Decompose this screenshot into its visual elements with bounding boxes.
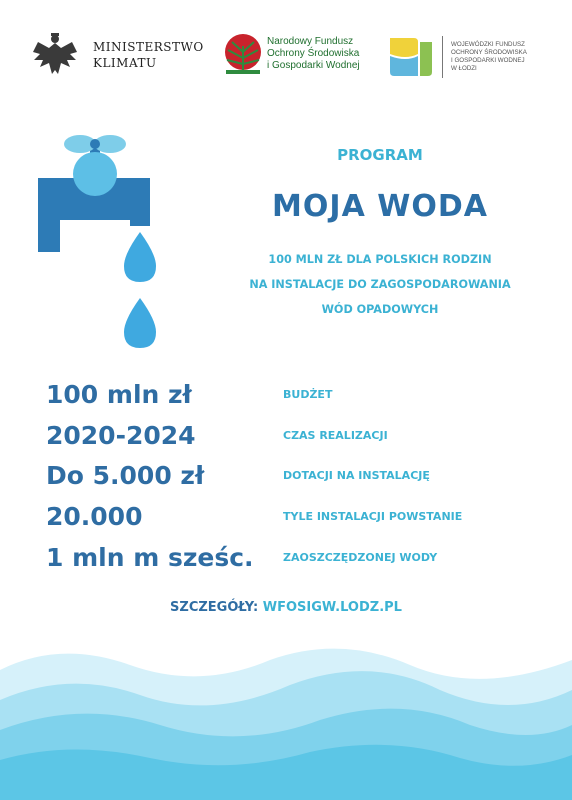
ministry-line1: MINISTERSTWO — [93, 40, 204, 54]
subtitle-line3: WÓD OPADOWYCH — [321, 303, 439, 316]
details-link[interactable]: WFOSIGW.LODZ.PL — [262, 600, 402, 615]
nfosigw-logo-text — [267, 36, 360, 72]
wfosigw-line4: W ŁODZI — [451, 65, 477, 72]
ministry-logo-text — [93, 39, 204, 71]
nfosigw-emblem-icon — [222, 32, 264, 78]
wfosigw-line1: WOJEWÓDZKI FUNDUSZ — [451, 41, 525, 48]
subtitle-line1: 100 MLN ZŁ DLA POLSKICH RODZIN — [268, 253, 492, 266]
page-title: MOJA WODA — [272, 189, 488, 224]
program-label: PROGRAM — [337, 146, 423, 164]
faucet-icon — [38, 130, 168, 360]
wfosigw-emblem-icon — [388, 34, 434, 80]
stat-label-water: ZAOSZCZĘDZONEJ WODY — [283, 551, 438, 564]
waves-decoration — [0, 640, 572, 800]
stat-label-period: CZAS REALIZACJI — [283, 429, 388, 442]
stat-label-installations: TYLE INSTALACJI POWSTANIE — [283, 510, 463, 523]
nfosigw-line2: Ochrony Środowiska — [267, 48, 360, 59]
details-line — [0, 600, 572, 615]
stat-label-budget: BUDŻET — [283, 388, 333, 401]
nfosigw-line3: i Gospodarki Wodnej — [267, 60, 360, 71]
wfosigw-line3: I GOSPODARKI WODNEJ — [451, 57, 525, 64]
stat-label-grant: DOTACJI NA INSTALACJĘ — [283, 469, 430, 482]
stat-value-installations: 20.000 — [46, 502, 143, 531]
stat-value-budget: 100 mln zł — [46, 380, 192, 409]
wfosigw-divider — [442, 36, 443, 78]
wfosigw-line2: OCHRONY ŚRODOWISKA — [451, 49, 527, 56]
details-key: SZCZEGÓŁY: — [170, 600, 259, 615]
stat-value-grant: Do 5.000 zł — [46, 461, 205, 490]
subtitle-line2: NA INSTALACJE DO ZAGOSPODAROWANIA — [249, 278, 511, 291]
stat-value-water: 1 mln m sześc. — [46, 543, 254, 572]
eagle-emblem-icon — [30, 30, 80, 80]
wfosigw-logo-text — [451, 41, 527, 73]
ministry-line2: KLIMATU — [93, 56, 157, 70]
stat-value-period: 2020-2024 — [46, 421, 196, 450]
nfosigw-line1: Narodowy Fundusz — [267, 36, 354, 47]
